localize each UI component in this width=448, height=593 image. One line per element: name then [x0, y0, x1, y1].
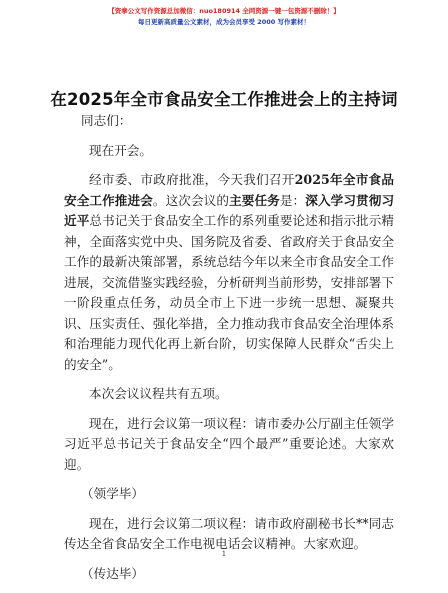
study-phrase: 深入学习贯彻习近平 [64, 192, 395, 228]
agenda-count: 本次会议议程共有五项。 [89, 386, 228, 401]
header-banner [0, 6, 448, 28]
agenda-item-2-end: （传达毕） [81, 565, 144, 581]
banner-line-red: 【资拳公文写作资源总加微信：nuo180914 全网资源一键一包资源不删除！】 [108, 7, 340, 15]
greeting: 同志们： [81, 113, 132, 128]
agenda-item-1: 现在，进行会议第一项议程：请市委办公厅副主任领学习近平总书记关于食品安全“四个最严”重要论述。大家欢迎。 [64, 415, 394, 472]
intro-text-d: 总书记关于食品安全工作的系列重要论述和指示批示精神，全面落实党中央、国务院及省委、省政府关于食品安全工作的最新决策部署，系统总结今年以来全市食品安全工作进展，交流借鉴实践经验，分析研判当前形势，安排部署下一阶段重点任务，动员全市上下进一步统一思想、凝聚共识、压实责任、强化举措，全力推动我市食品安全治理体系和治理能力现代化再上新台阶，切实保障人民群众“舌尖上的安全”。 [64, 213, 395, 372]
document-body [64, 111, 394, 593]
banner-line-blue: 每日更新高质量公文素材，成为会员享受 2000 写作素材！ [137, 18, 311, 26]
document-title: 在2025年全市食品安全工作推进会上的主持词 [50, 90, 398, 109]
page-number: 1 [221, 550, 227, 558]
intro-text-a: 经市委、市政府批准，今天我们召开 [89, 172, 295, 187]
intro-text-c: 是： [279, 192, 306, 208]
main-task-label: 主要任务 [229, 192, 280, 208]
agenda-item-2: 现在，进行会议第二项议程：请市政府副秘书长**同志传达全省食品安全工作电视电话会议精神。大家欢迎。 [64, 515, 394, 551]
intro-paragraph [64, 170, 394, 375]
intro-text-b: 。这次会议的 [152, 192, 230, 208]
agenda-item-1-end: （领学毕） [81, 486, 144, 501]
meeting-name: 2025年全市食品安全工作推进会 [64, 172, 394, 208]
opening-paragraph: 现在开会。 [89, 142, 152, 158]
